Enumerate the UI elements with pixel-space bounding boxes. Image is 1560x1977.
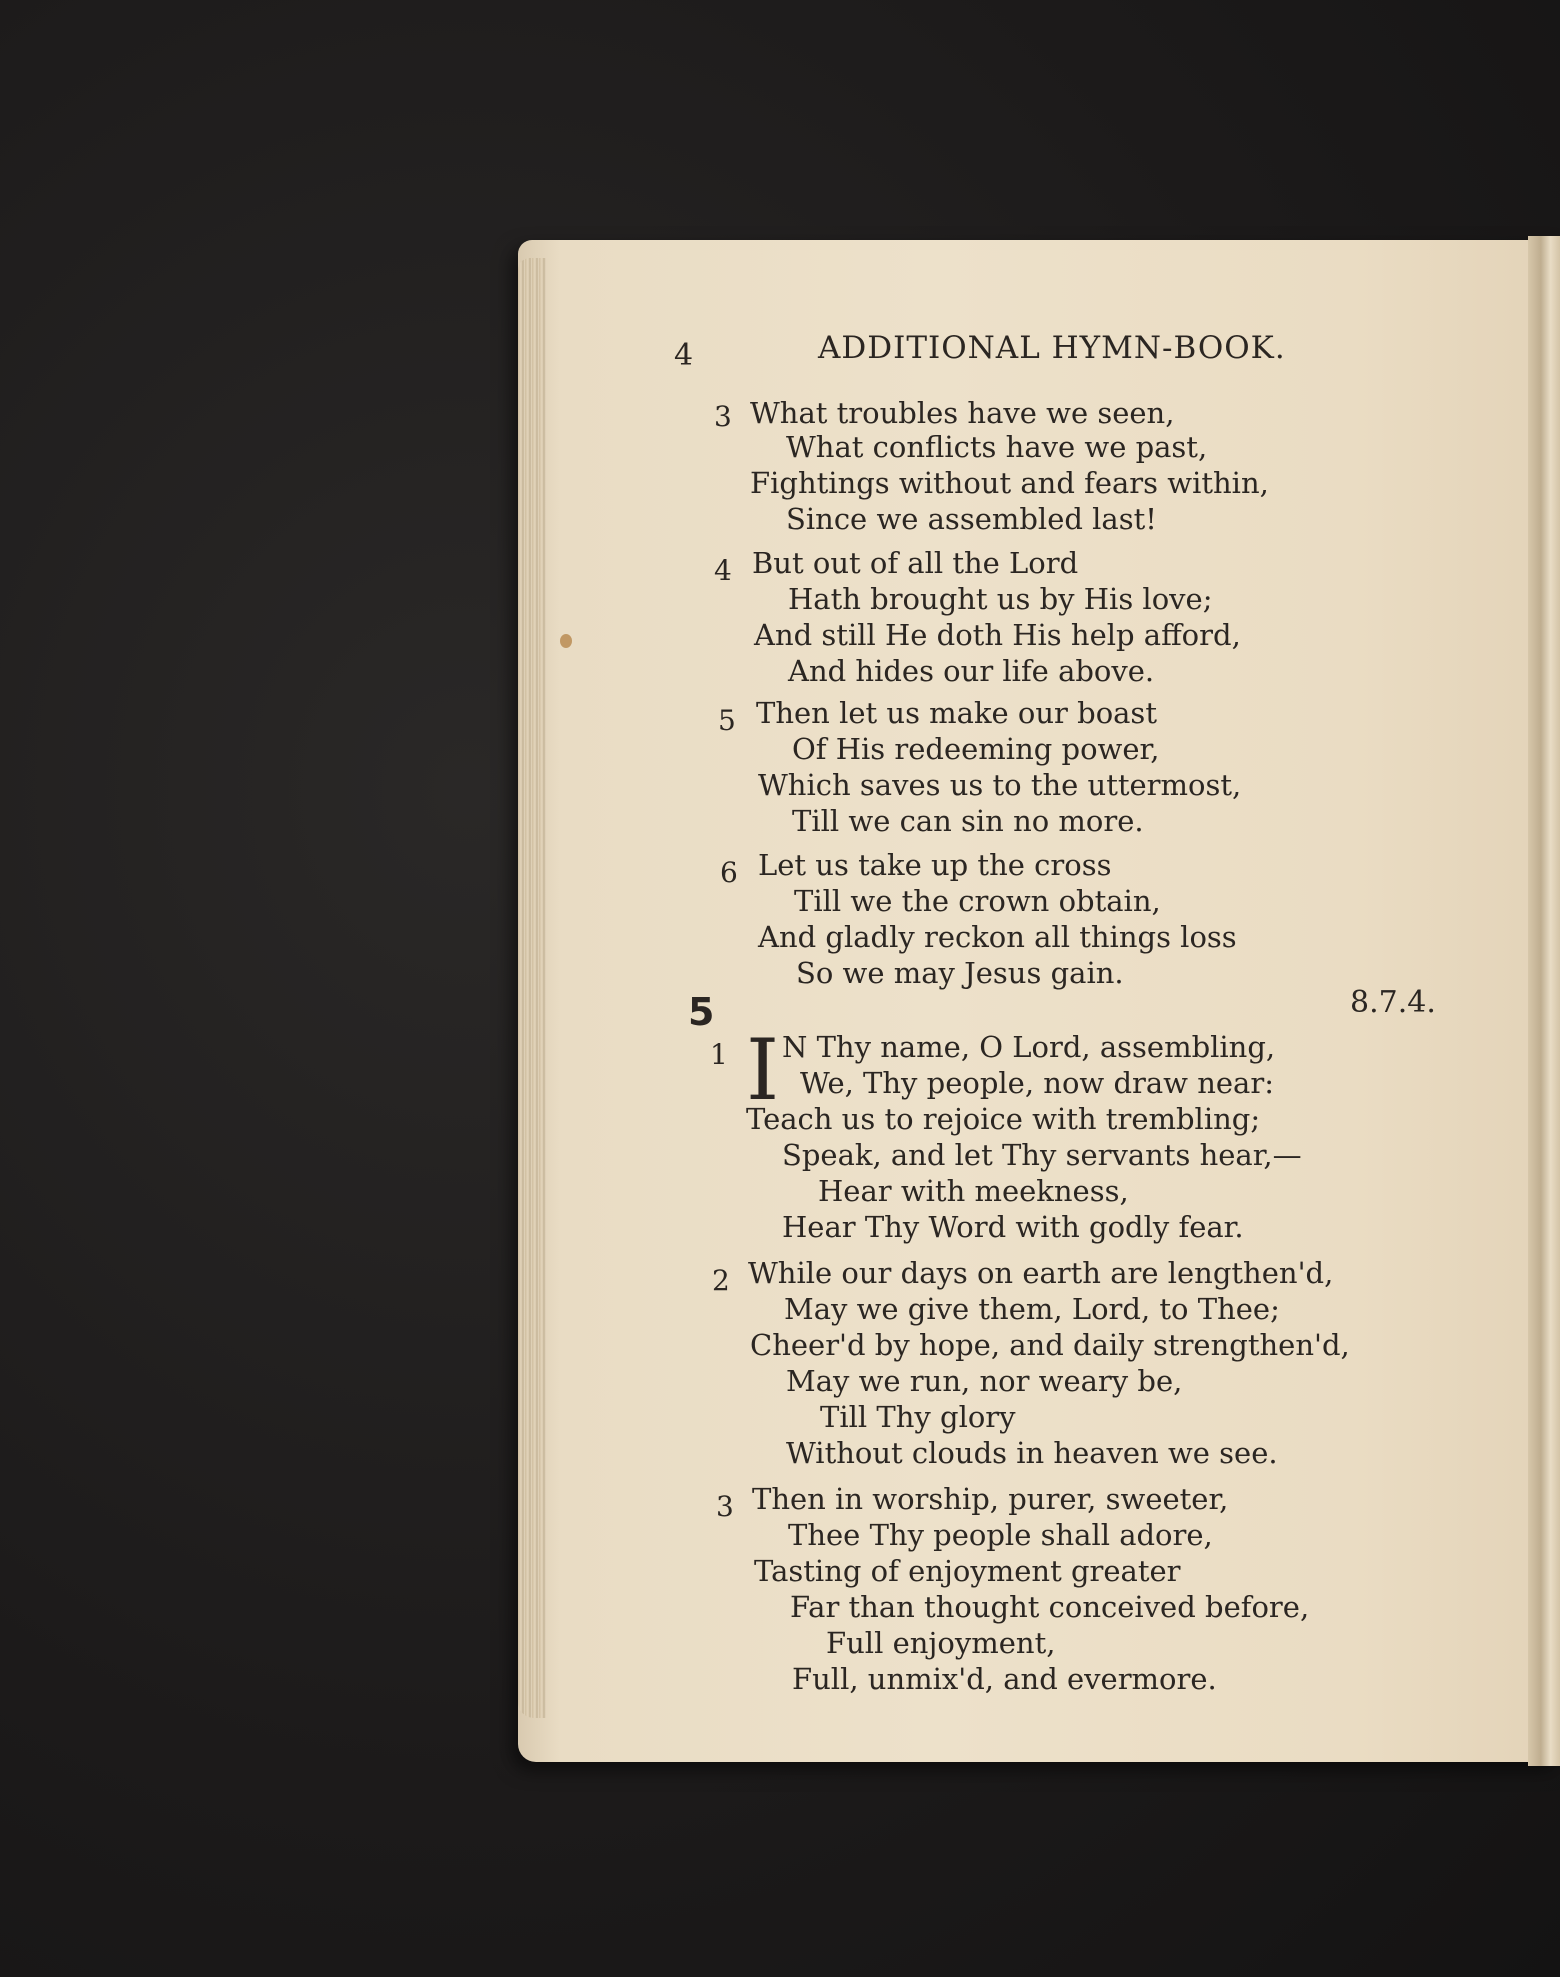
- verse-line: Hear with meekness,: [818, 1174, 1129, 1208]
- verse-line: May we run, nor weary be,: [786, 1364, 1183, 1398]
- verse-line: Cheer'd by hope, and daily strengthen'd,: [750, 1328, 1350, 1362]
- hymn-number: 5: [688, 990, 715, 1034]
- page-edges: [518, 258, 546, 1718]
- verse-number: 6: [720, 856, 738, 889]
- verse-line: But out of all the Lord: [752, 546, 1079, 580]
- verse-line: Of His redeeming power,: [792, 732, 1160, 766]
- verse-line: And hides our life above.: [788, 654, 1155, 688]
- verse-line: Till Thy glory: [820, 1400, 1016, 1434]
- verse-number: 3: [716, 1490, 734, 1523]
- verse-line: And gladly reckon all things loss: [758, 920, 1237, 954]
- verse-number: 4: [714, 554, 732, 587]
- book-gutter: [1528, 236, 1560, 1766]
- verse-number: 2: [712, 1264, 730, 1297]
- verse-line: Thee Thy people shall adore,: [788, 1518, 1213, 1552]
- verse-line: Teach us to rejoice with trembling;: [746, 1102, 1261, 1136]
- verse-line: So we may Jesus gain.: [796, 956, 1124, 990]
- page-number: 4: [674, 338, 694, 373]
- verse-line: May we give them, Lord, to Thee;: [784, 1292, 1280, 1326]
- verse-line: We, Thy people, now draw near:: [800, 1066, 1274, 1100]
- verse-line: And still He doth His help afford,: [754, 618, 1241, 652]
- verse-line: What conflicts have we past,: [786, 430, 1208, 464]
- hymn-meter: 8.7.4.: [1350, 985, 1436, 1020]
- verse-line: Full enjoyment,: [826, 1626, 1056, 1660]
- verse-line: Tasting of enjoyment greater: [754, 1554, 1181, 1588]
- verse-line: Hear Thy Word with godly fear.: [782, 1210, 1244, 1244]
- running-head: ADDITIONAL HYMN-BOOK.: [818, 330, 1286, 366]
- verse-line: Speak, and let Thy servants hear,—: [782, 1138, 1302, 1172]
- verse-line: Full, unmix'd, and evermore.: [792, 1662, 1217, 1696]
- verse-number: 3: [714, 400, 732, 433]
- verse-line: N Thy name, O Lord, assembling,: [782, 1030, 1276, 1064]
- paper-stain: [560, 634, 572, 648]
- verse-line: Fightings without and fears within,: [750, 466, 1269, 500]
- verse-line: Hath brought us by His love;: [788, 582, 1213, 616]
- verse-line: Then let us make our boast: [756, 696, 1157, 730]
- verse-line: Since we assembled last!: [786, 502, 1157, 536]
- verse-line: Then in worship, purer, sweeter,: [752, 1482, 1229, 1516]
- verse-line: Far than thought conceived before,: [790, 1590, 1310, 1624]
- verse-line: What troubles have we seen,: [750, 396, 1175, 430]
- verse-line: Which saves us to the uttermost,: [758, 768, 1242, 802]
- verse-line: While our days on earth are lengthen'd,: [748, 1256, 1334, 1290]
- drop-cap: I: [746, 1021, 780, 1119]
- verse-number: 1: [710, 1038, 728, 1071]
- verse-line: Till we the crown obtain,: [794, 884, 1161, 918]
- verse-number: 5: [718, 704, 736, 737]
- verse-line: Let us take up the cross: [758, 848, 1112, 882]
- verse-line: Without clouds in heaven we see.: [786, 1436, 1278, 1470]
- verse-line: Till we can sin no more.: [792, 804, 1144, 838]
